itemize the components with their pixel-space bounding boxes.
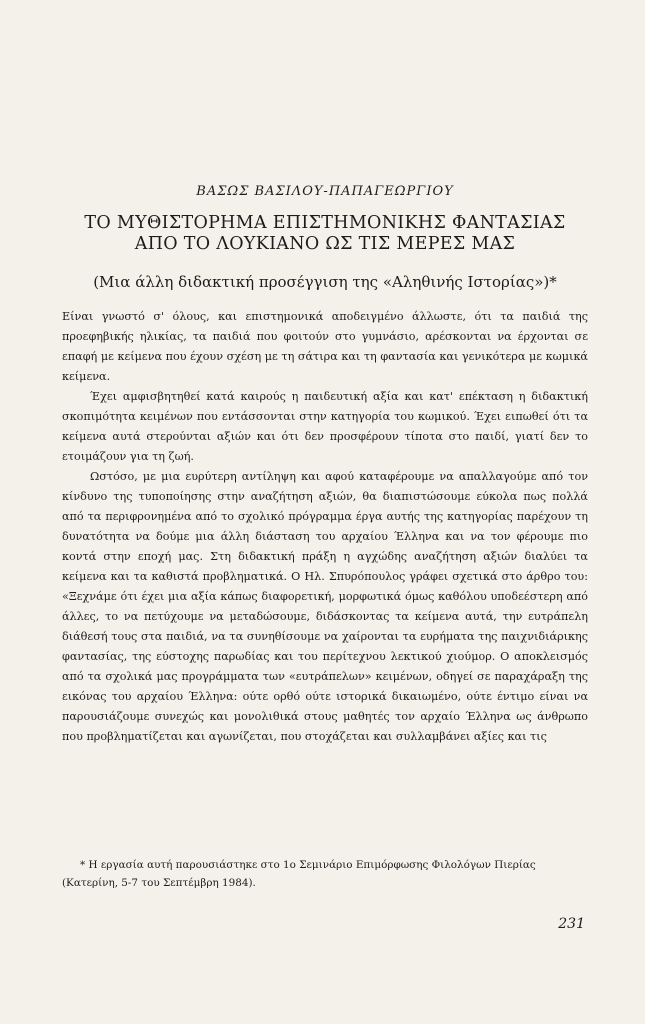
article xyxy=(62,184,588,747)
article-body xyxy=(62,307,588,747)
footnote-line-1: * Η εργασία αυτή παρουσιάστηκε στο 1ο Σεμινάριο Επιμόρφωσης Φιλολόγων Πιερίας xyxy=(80,859,536,871)
page-number: 231 xyxy=(558,916,585,932)
article-title xyxy=(62,213,588,255)
article-subtitle: (Μια άλλη διδακτική προσέγγιση της «Αληθινής Ιστορίας»)* xyxy=(93,273,557,291)
title-line-1: ΤΟ ΜΥΘΙΣΤΟΡΗΜΑ ΕΠΙΣΤΗΜΟΝΙΚΗΣ ΦΑΝΤΑΣΙΑΣ xyxy=(84,213,566,233)
footnote-line-2: (Κατερίνη, 5-7 του Σεπτέμβρη 1984). xyxy=(62,877,256,889)
paragraph: Ωστόσο, με μια ευρύτερη αντίληψη και αφού καταφέρουμε να απαλλαγούμε από τον κίνδυνο της τυποποίησης στην αναζήτηση αξιών, θα διαπιστώσουμε εύκολα πως πολλά από τα περιφρονημένα από το σχολικό πρόγραμμα έργα αυτής της κατηγορίας παρέχουν τη δυνατότητα να δούμε μια άλλη διάσταση του αρχαίου Έλληνα και να τον φέρουμε πιο κοντά στην εποχή μας. Στη διδακτική πράξη η αγχώδης αναζήτηση αξιών διαλύει τα κείμενα και τα καθιστά προβληματικά. Ο Ηλ. Σπυρόπουλος γράφει σχετικά στο άρθρο του: «Ξεχνάμε ότι έχει μια αξία κάπως διαφορετική, μορφωτικά όμως καθόλου υποδεέστερη από άλλες, το να πετύχουμε να μεταδώσουμε, διδάσκοντας τα κείμενα αυτά, την ευτράπελη διάθεσή τους στα παιδιά, να τα συνηθίσουμε να χαίρονται τα ευρήματα της παιχνιδιάρικης φαντασίας, της εύστοχης παρωδίας και του περίτεχνου λεκτικού χιούμορ. Ο αποκλεισμός από τα σχολικά μας προγράμματα των «ευτράπελων» κειμένων, οδηγεί σε παραχάραξη της εικόνας του αρχαίου Έλληνα: ούτε ορθό ούτε ιστορικά δικαιωμένο, ούτε έντιμο είναι να παρουσιάζουμε συνεχώς και μονολιθικά στους μαθητές τον αρχαίο Έλληνα ως άνθρωπο που προβληματίζεται και αγωνίζεται, που στοχάζεται και συλλαμβάνει αξίες και τις xyxy=(62,470,588,743)
paragraph: Είναι γνωστό σ' όλους, και επιστημονικά αποδειγμένο άλλωστε, ότι τα παιδιά της προεφηβικής ηλικίας, τα παιδιά που φοιτούν στο γυμνάσιο, αρέσκονται να έρχονται σε επαφή με κείμενα που έχουν σχέση με τη σάτιρα και τη φαντασία και γενικότερα με κωμικά κείμενα. xyxy=(62,310,588,383)
title-line-2: ΑΠΟ ΤΟ ΛΟΥΚΙΑΝΟ ΩΣ ΤΙΣ ΜΕΡΕΣ ΜΑΣ xyxy=(134,234,516,254)
author-name: ΒΑΣΩΣ ΒΑΣΙΛΟΥ-ΠΑΠΑΓΕΩΡΓΙΟΥ xyxy=(196,184,454,199)
paragraph: Έχει αμφισβητηθεί κατά καιρούς η παιδευτική αξία και κατ' επέκταση η διδακτική σκοπιμότητα κειμένων που εντάσσονται στην κατηγορία του κωμικού. Έχει ειπωθεί ότι τα κείμενα αυτά στερούνται αξιών και ότι δεν προσφέρουν τίποτα στο παιδί, γιατί δεν το ετοιμάζουν για τη ζωή. xyxy=(62,390,588,463)
footnote xyxy=(62,856,588,892)
